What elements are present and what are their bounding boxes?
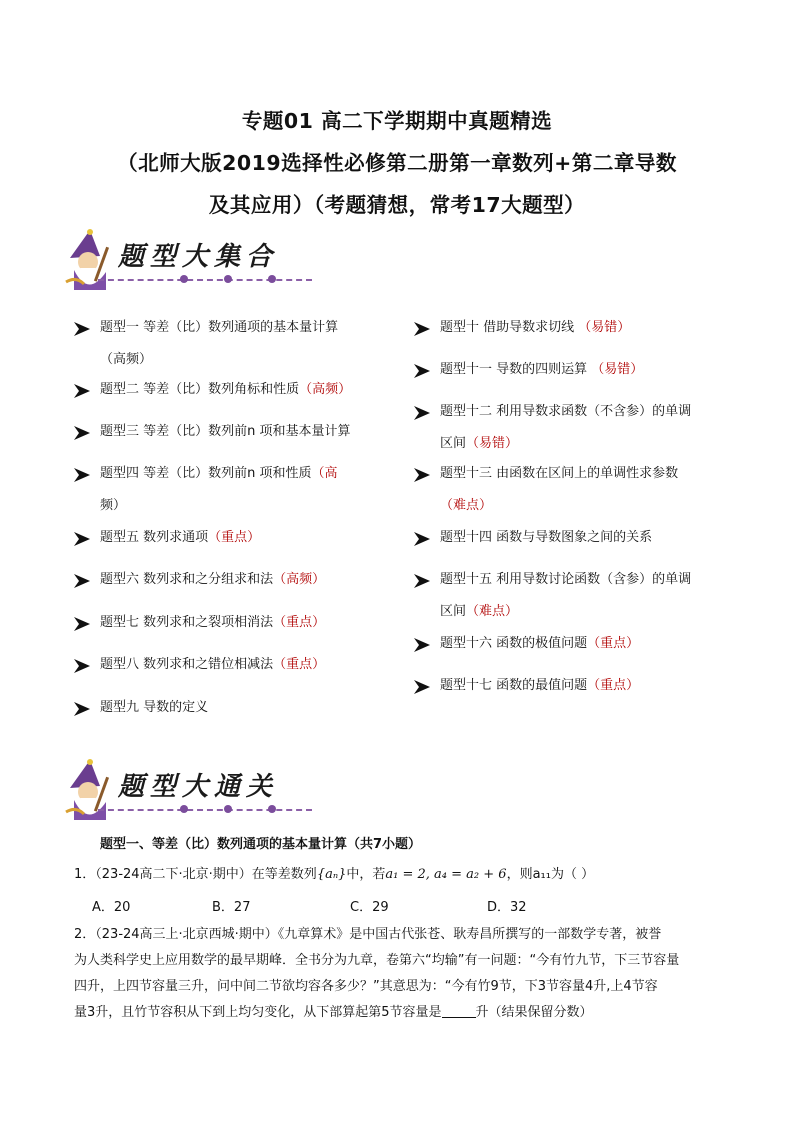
topic-label: 题型十四 函数与导数图象之间的关系: [440, 530, 653, 545]
topic-label: 题型九 导数的定义: [100, 700, 209, 715]
topic-label: 题型十 借助导数求切线: [440, 320, 579, 335]
banner-topic-practice: [60, 758, 300, 828]
wizard-mascot-icon: [60, 758, 120, 828]
q1-condition: a₁ = 2, a₄ = a₂ + 6: [385, 867, 507, 882]
topic-tag: （高: [311, 466, 338, 481]
q1-mid: 中，若: [346, 867, 386, 882]
q2-line2: 为人类科学史上应用数学的最早期峰．全书分为九章，卷第六“均输”有一问题：“今有竹九节，下三节容量: [74, 953, 680, 968]
topic-label: 题型十一 导数的四则运算: [440, 362, 592, 377]
topic-tag: （难点）: [466, 604, 519, 619]
q2-line1: 2．（23-24高三上·北京西城·期中）《九章算术》是中国古代张苍、耿寿昌所撰写的一部数学专著，被誉: [74, 927, 662, 942]
topic-label-cont: 区间: [440, 604, 467, 619]
topic-label-cont: 区间: [440, 436, 467, 451]
topic-tag: （易错）: [578, 320, 631, 335]
banner-dot: [224, 805, 232, 813]
arrow-bullet-icon: [74, 702, 90, 716]
banner-dot: [268, 275, 276, 283]
banner-divider: [98, 279, 312, 281]
doc-title-line3: 及其应用）（考题猜想，常考17大题型）: [208, 193, 586, 217]
topic-label: 题型六 数列求和之分组求和法: [100, 572, 274, 587]
arrow-bullet-icon: [74, 322, 90, 336]
arrow-bullet-icon: [414, 322, 430, 336]
wizard-mascot-icon: [60, 228, 120, 298]
q2-line3: 四升，上四节容量三升，问中间二节欲均容各多少？”其意思为：“今有竹9节，下3节容量4升,上4节容: [74, 979, 658, 994]
section-heading: 题型一、等差（比）数列通项的基本量计算（共7小题）: [100, 837, 422, 852]
topic-tag: （易错）: [591, 362, 644, 377]
q1-seq: {aₙ}: [316, 867, 347, 882]
topic-tag: （易错）: [466, 436, 519, 451]
question-1: [74, 862, 594, 888]
arrow-bullet-icon: [74, 659, 90, 673]
topic-label: 题型十五 利用导数讨论函数（含参）的单调: [440, 572, 692, 587]
topic-tag: （高频）: [273, 572, 326, 587]
answer-blank[interactable]: [442, 1003, 476, 1018]
q1-option-c[interactable]: C．29: [350, 900, 389, 915]
banner-label: 题型大通关: [118, 772, 279, 802]
q1-suffix: ，则a₁₁为（ ）: [506, 867, 595, 882]
banner-divider: [98, 809, 312, 811]
topic-label: 题型十七 函数的最值问题: [440, 678, 588, 693]
arrow-bullet-icon: [74, 426, 90, 440]
arrow-bullet-icon: [414, 638, 430, 652]
q2-line4-a: 量3升，且竹节容积从下到上均匀变化，从下部算起第5节容量是: [74, 1005, 442, 1020]
banner-dot: [268, 805, 276, 813]
arrow-bullet-icon: [414, 364, 430, 378]
banner-label: 题型大集合: [118, 242, 279, 272]
arrow-bullet-icon: [414, 532, 430, 546]
arrow-bullet-icon: [414, 574, 430, 588]
topic-label: 题型七 数列求和之裂项相消法: [100, 615, 274, 630]
banner-topic-collection: [60, 228, 300, 298]
topic-label: 题型十二 利用导数求函数（不含参）的单调: [440, 404, 692, 419]
q1-option-a[interactable]: A．20: [92, 900, 131, 915]
doc-title-line1: 专题01 高二下学期期中真题精选: [241, 109, 553, 133]
topic-label: 题型三 等差（比）数列前n 项和基本量计算: [100, 424, 351, 439]
topic-tag: （高频）: [299, 382, 352, 397]
arrow-bullet-icon: [74, 617, 90, 631]
topic-tag: （重点）: [587, 636, 640, 651]
topic-label: 题型十六 函数的极值问题: [440, 636, 588, 651]
q2-line4: [74, 1000, 593, 1026]
q1-option-b[interactable]: B．27: [212, 900, 251, 915]
arrow-bullet-icon: [74, 468, 90, 482]
q2-line4-b: 升（结果保留分数）: [475, 1005, 593, 1020]
q1-prefix: 1．（23-24高二下·北京·期中）在等差数列: [74, 867, 317, 882]
topic-label: 题型五 数列求通项: [100, 530, 209, 545]
arrow-bullet-icon: [74, 384, 90, 398]
topic-label: 题型八 数列求和之错位相减法: [100, 657, 274, 672]
topic-tag: （重点）: [587, 678, 640, 693]
topic-tag: （重点）: [273, 657, 326, 672]
topic-label: 题型一 等差（比）数列通项的基本量计算: [100, 320, 339, 335]
topic-label-cont: （高频）: [100, 352, 153, 367]
topic-tag: （重点）: [208, 530, 261, 545]
arrow-bullet-icon: [414, 468, 430, 482]
arrow-bullet-icon: [74, 574, 90, 588]
q1-option-d[interactable]: D．32: [487, 900, 527, 915]
topic-label: 题型二 等差（比）数列角标和性质: [100, 382, 300, 397]
arrow-bullet-icon: [414, 406, 430, 420]
banner-dot: [180, 805, 188, 813]
doc-title-line2: （北师大版2019选择性必修第二册第一章数列+第二章导数: [117, 151, 677, 175]
topic-label: 题型四 等差（比）数列前n 项和性质: [100, 466, 312, 481]
topic-label: 题型十三 由函数在区间上的单调性求参数: [440, 466, 679, 481]
arrow-bullet-icon: [74, 532, 90, 546]
topic-tag: （重点）: [273, 615, 326, 630]
arrow-bullet-icon: [414, 680, 430, 694]
topic-tag: （难点）: [440, 498, 493, 513]
topic-label-cont: 频）: [100, 498, 127, 513]
banner-dot: [180, 275, 188, 283]
banner-dot: [224, 275, 232, 283]
